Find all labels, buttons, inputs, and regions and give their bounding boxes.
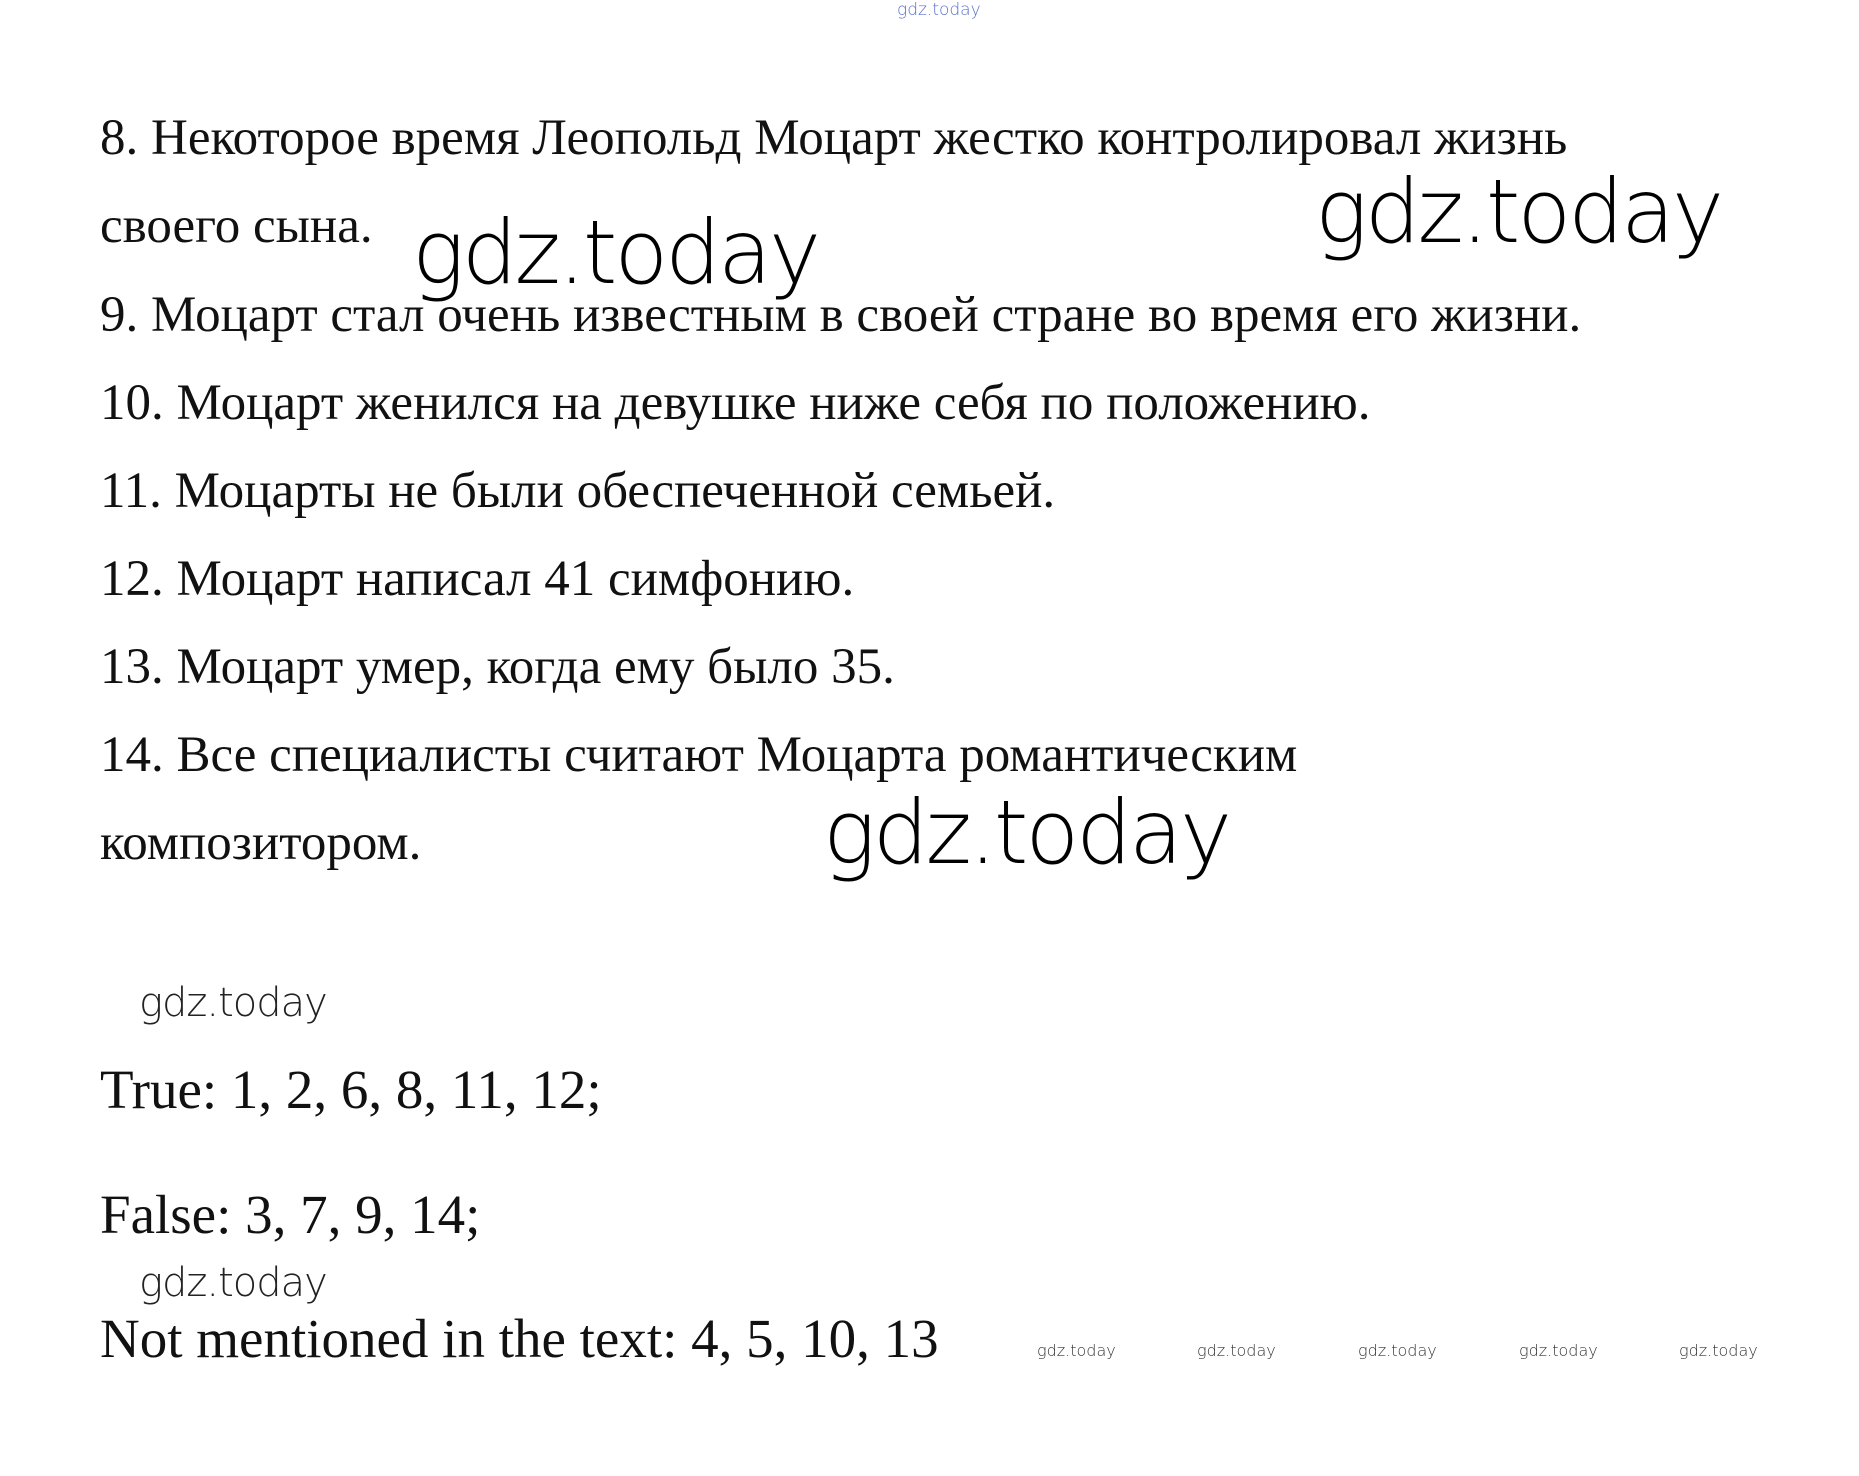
statement-10: 10. Моцарт женился на девушке ниже себя по положению.	[100, 375, 1371, 431]
statement-8-line1: 8. Некоторое время Леопольд Моцарт жестко контролировал жизнь	[100, 110, 1568, 166]
watermark-medium-2: gdz.today	[139, 1260, 327, 1306]
answer-true: True: 1, 2, 6, 8, 11, 12;	[100, 1059, 602, 1120]
watermark-top: gdz.today	[897, 0, 981, 20]
statement-14-line2: композитором.	[100, 815, 422, 871]
statement-11: 11. Моцарты не были обеспеченной семьей.	[100, 463, 1056, 519]
watermark-small-3: gdz.today	[1358, 1341, 1437, 1360]
statement-8-line2: своего сына.	[100, 198, 373, 254]
watermark-large-3: gdz.today	[823, 781, 1230, 884]
answer-false: False: 3, 7, 9, 14;	[100, 1184, 481, 1245]
statement-13: 13. Моцарт умер, когда ему было 35.	[100, 639, 895, 695]
watermark-medium-1: gdz.today	[139, 980, 327, 1026]
watermark-small-5: gdz.today	[1679, 1341, 1758, 1360]
statement-12: 12. Моцарт написал 41 симфонию.	[100, 551, 855, 607]
watermark-small-1: gdz.today	[1037, 1341, 1116, 1360]
watermark-large-1: gdz.today	[412, 201, 819, 304]
watermark-small-2: gdz.today	[1197, 1341, 1276, 1360]
watermark-small-4: gdz.today	[1519, 1341, 1598, 1360]
answer-not-mentioned: Not mentioned in the text: 4, 5, 10, 13	[100, 1308, 939, 1369]
statement-9: 9. Моцарт стал очень известным в своей стране во время его жизни.	[100, 287, 1582, 343]
watermark-large-2: gdz.today	[1315, 160, 1722, 263]
statement-14-line1: 14. Все специалисты считают Моцарта романтическим	[100, 727, 1298, 783]
